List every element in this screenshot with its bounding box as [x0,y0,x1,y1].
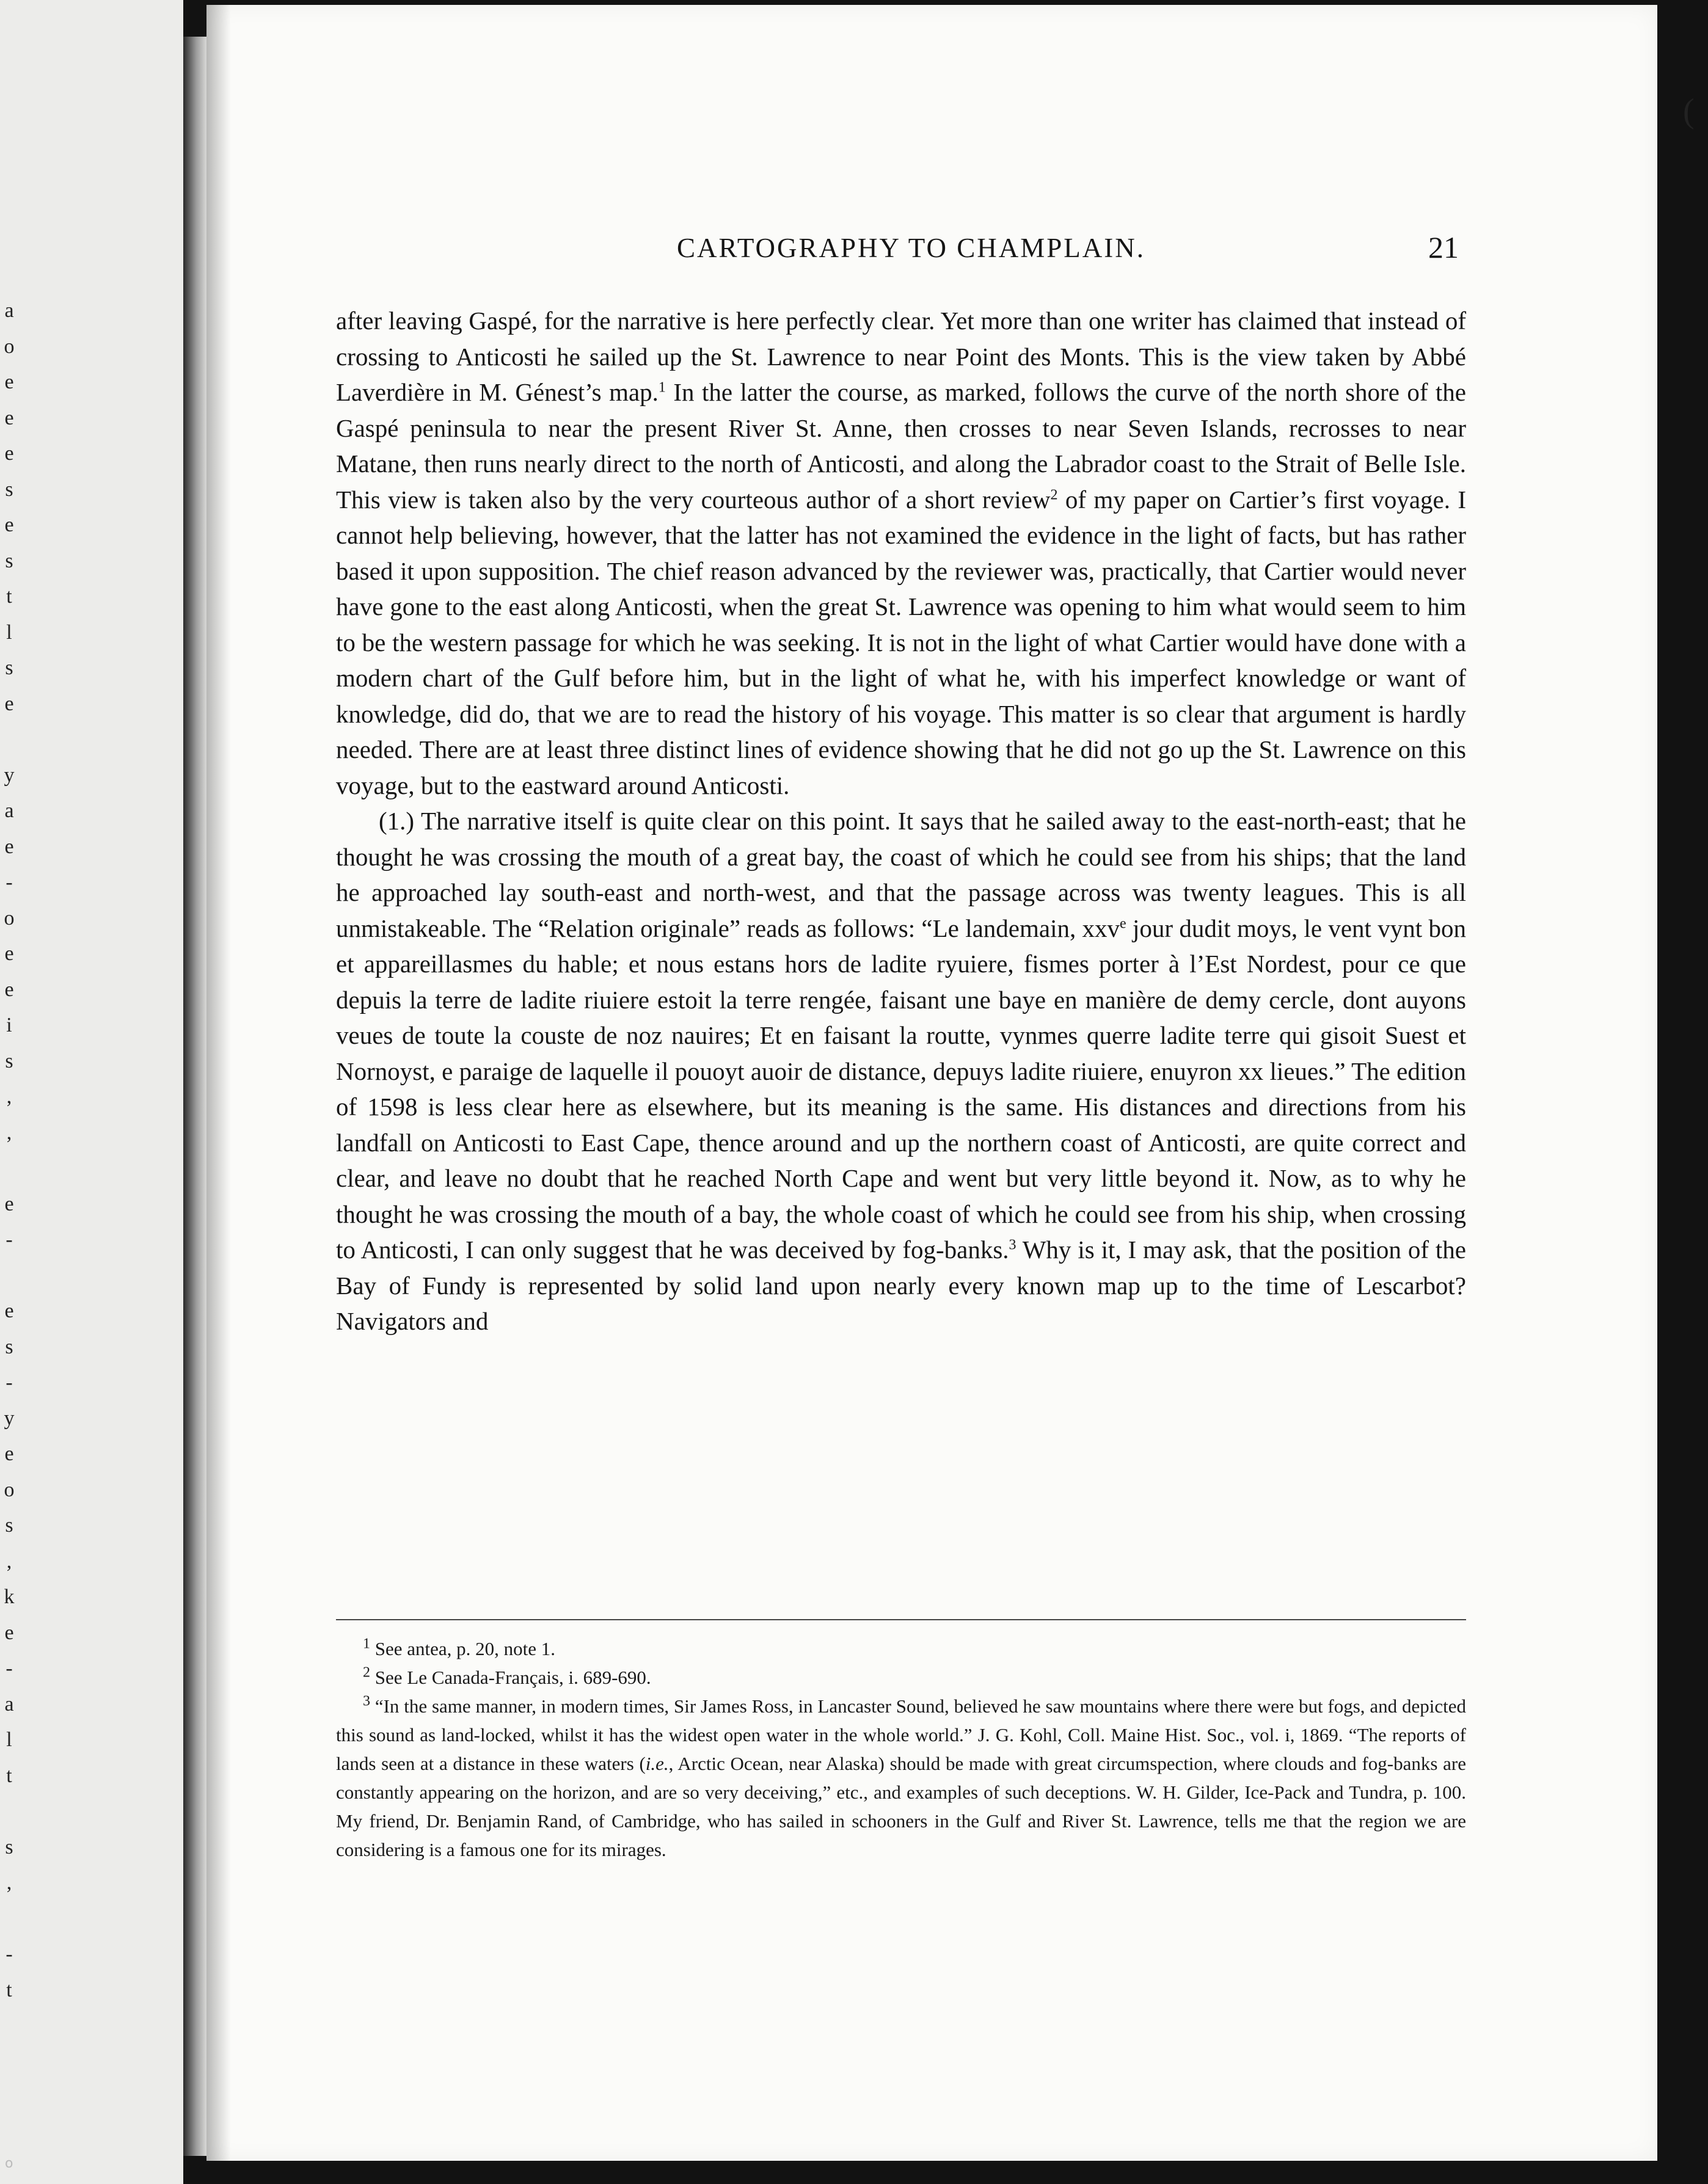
margin-letter [0,722,18,758]
facing-page-edge [0,0,183,2184]
margin-letter: a [4,799,14,822]
margin-letter: , [6,1549,12,1573]
margin-letter: s [5,657,13,679]
margin-letter: e [4,1443,14,1465]
margin-letter: e [4,442,14,465]
footnote-ref: 3 [1009,1237,1016,1253]
margin-letter: - [5,1228,13,1251]
margin-letter: , [6,1085,12,1108]
margin-letter: t [6,1764,12,1787]
margin-letter: , [6,1871,12,1894]
margin-letter: e [4,1300,14,1322]
footnote-ref: 2 [1050,486,1058,503]
footnote-3: $^3$ “In the same manner, in modern times, Sir James Ross, in Lancaster Sound, believed he saw mountains where there were but fogs, and depicted this sound as land-locked, whilst it has the widest open water in the whole world.” J. G. Kohl, Coll. Maine Hist. Soc., vol. i, 1869. “The reports of lands seen at a distance in these waters (i.e., Arctic Ocean, near Alaska) should be made with great circumspection, where clouds and fog-banks are constantly appearing on the horizon, and are so very deceiving,” etc., and examples of such deceptions. W. H. Gilder, Ice-Pack and Tundra, p. 100. My friend, Dr. Benjamin Rand, of Cambridge, who has sailed in schooners in the Gulf and River St. Lawrence, tells me that the region we are considering is a famous one for its mirages. [336,1693,1466,1860]
margin-letter: s [5,1049,13,1072]
margin-letter: y [4,1407,15,1430]
margin-letter: a [4,1692,14,1716]
margin-letter: i [6,1014,12,1036]
margin-letter [0,1151,18,1187]
margin-letter: s [5,1835,13,1858]
margin-letter: e [4,514,14,536]
body-text [336,303,1466,1339]
right-edge-mark: ( [1683,92,1695,130]
margin-letter: e [4,942,14,965]
margin-letter: o [4,1478,15,1501]
margin-letter: a [4,299,14,322]
footnotes [336,1634,1466,1864]
book-page [206,5,1657,2161]
corner-mark: o [5,2156,13,2171]
margin-letter: t [6,1978,12,2001]
page-header [206,232,1657,275]
margin-letter [0,1794,18,1830]
footnote-ref: 1 [658,379,666,396]
margin-letter: - [5,1371,13,1394]
margin-letter: e [4,692,14,715]
page-number: 21 [1428,230,1459,264]
facing-page-margin-letters [0,293,18,2008]
footnote-1: $^1$ See antea, p. 20, note 1. [363,1636,556,1659]
margin-letter: s [5,1514,13,1537]
margin-letter: s [5,549,13,572]
footnote-rule [336,1619,1466,1620]
paragraph-1: after leaving Gaspé, for the narrative is here perfectly clear. Yet more than one writer has claimed that instead of crossing to Anticosti he sailed up the St. Lawrence to near Point des Monts. This is the view taken by Abbé Laverdière in M. Génest’s map.$^1$ In the latter the course, as marked, follows the curve of the north shore of the Gaspé peninsula to near the present River St. Anne, then crosses to near Seven Islands, recrosses to near Matane, then runs nearly direct to the north of Anticosti, and along the Labrador coast to the Strait of Belle Isle. This view is taken also by the very courteous author of a short review$^2$ of my paper on Cartier’s first voyage. I cannot help believing, however, that the latter has not examined the evidence in the light of facts, but has rather based it upon supposition. The chief reason advanced by the reviewer was, practically, that Cartier would never have gone to the east along Anticosti, when the great St. Lawrence was opening to him what would seem to him to be the western passage for which he was seeking. It is not in the light of what Cartier would have done with a modern chart of the Gulf before him, but in the light of what he, with his imperfect knowledge or want of knowledge, did do, that we are to read the history of his voyage. This matter is so clear that argument is hardly needed. There are at least three distinct lines of evidence showing that he did not go up the St. Lawrence on this voyage, but to the eastward around Anticosti. [336,307,1467,799]
margin-letter: - [5,1657,13,1680]
superscript: e [1120,915,1126,931]
margin-letter: o [4,335,15,358]
margin-letter: - [5,1943,13,1965]
margin-letter: t [6,585,12,608]
margin-letter [0,1258,18,1294]
margin-letter: e [4,371,14,393]
margin-letter: e [4,835,14,858]
spine-shadow [206,5,231,2161]
margin-letter: , [6,1121,12,1144]
margin-letter: e [4,978,14,1001]
margin-letter: k [4,1585,15,1608]
margin-letter: l [6,1728,12,1751]
margin-letter: s [5,1335,13,1358]
margin-letter: y [4,763,15,787]
margin-letter [0,1901,18,1937]
margin-letter: s [5,478,13,501]
running-head: CARTOGRAPHY TO CHAMPLAIN. [677,233,1145,263]
margin-letter: e [4,406,14,429]
margin-letter: e [4,1621,14,1644]
paragraph-2: (1.) The narrative itself is quite clear on this point. It says that he sailed away to the east-north-east; that he thought he was crossing the mouth of a great bay, the coast of which he could see from his ships; that the land he approached lay south-east and north-west, and that the passage across was twenty leagues. This is all unmistakeable. The “Relation originale” reads as follows: “Le landemain, xxv$^e$ jour dudit moys, le vent vynt bon et appareillasmes du hable; et nous estans hors de ladite ryuiere, fismes porter à l’Est Nordest, pour ce que depuis la terre de ladite riuiere estoit la terre rengée, faisant une baye en manière de demy cercle, dont auyons veues de toute la couste de noz nauires; Et en faisant la routte, vynmes querre ladite terre qui gisoit Suest et Nornoyst, e paraige de laquelle il pouoyt auoir de distance, depuys ladite riuiere, enuyron xx lieues.” The edition of 1598 is less clear here as elsewhere, but its meaning is the same. His distances and directions from his landfall on Anticosti to East Cape, thence around and up the northern coast of Anticosti, are quite correct and clear, and leave no doubt that he reached North Cape and went but very little beyond it. Now, as to why he thought he was crossing the mouth of a bay, the whole coast of which he could see from his ship, when crossing to Anticosti, I can only suggest that he was deceived by fog-banks.$^3$ Why is it, I may ask, that the position of the Bay of Fundy is represented by solid land upon nearly every known map up to the time of Lescarbot? Navigators and [336,807,1466,1335]
margin-letter: o [4,906,15,930]
margin-letter: e [4,1192,14,1215]
book-gutter [183,37,206,2156]
margin-letter: l [6,621,12,644]
margin-letter: - [5,871,13,894]
footnote-2: $^2$ See Le Canada-Français, i. 689-690. [363,1664,651,1688]
